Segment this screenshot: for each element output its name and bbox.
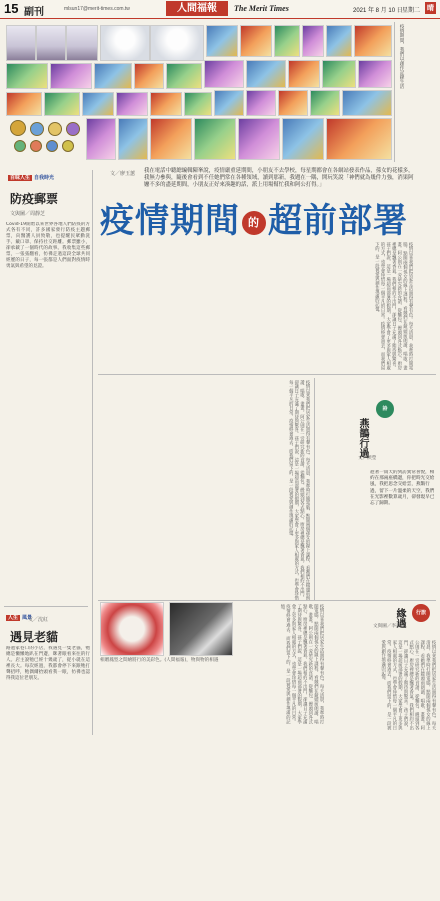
article-body-stamps: Covid-19開始以來世界各地人們防疫的方式各有不同，許多國家發行防疫主題郵票，向醫護人員致敬，也提醒民眾勤洗手、戴口罩、保持社交距離。郵票雖小，卻承載了一個時代的故事。我收集這些郵票，一張張翻看，彷彿走過這段全球共同經歷的日子，每一張都是人們面對疫情時勇氣與希望的見證。 xyxy=(6,222,90,269)
stamp-30 xyxy=(150,118,192,160)
page-header xyxy=(0,0,440,19)
photo-cake xyxy=(100,602,164,656)
stamp-5 xyxy=(326,25,352,57)
stamp-6 xyxy=(354,25,392,57)
travel-title: 緣遇 xyxy=(394,608,405,628)
page-number: 15 xyxy=(4,1,19,16)
stamp-4 xyxy=(302,25,324,57)
article-body-cat: 路過家巷口的小店，我遇見一隻老貓，牠總是懶懶地趴在門邊，眯著眼看來往的行人。店主說牠已經十幾歲了，從小就在這裡長大。每次經過，我都會停下來跟牠打聲招呼，牠偶爾抬頭看我一眼，彷彿也認得我這位老朋友。 xyxy=(6,646,90,681)
stamp-34 xyxy=(326,118,392,160)
coin-7 xyxy=(46,140,58,152)
photo-caption: 相贈鳳型之間繪將行的美彩色。(人間福報)，物與物的相遇 xyxy=(100,658,219,663)
stamp-25 xyxy=(278,90,308,116)
stamp-15 xyxy=(322,60,356,88)
stamp-31 xyxy=(194,118,236,160)
coin-5 xyxy=(14,140,26,152)
travel-badge: 行旅 xyxy=(412,604,430,622)
english-name: The Merit Times xyxy=(234,4,289,13)
coin-8 xyxy=(62,140,74,152)
stamp-22 xyxy=(184,92,212,116)
stamp-29 xyxy=(118,118,148,160)
poem-author: 文／淡瑩 xyxy=(358,456,377,461)
stamp-10 xyxy=(134,63,164,89)
coin-1 xyxy=(10,120,26,136)
collage-caption: 疫情期間，我們以創作記錄生活 xyxy=(399,24,404,89)
stamp-3 xyxy=(274,25,300,57)
contact-email: mlsun17@merit-times.com.tw xyxy=(64,6,130,12)
photo-hands xyxy=(169,602,233,656)
stamp-2 xyxy=(240,25,272,57)
main-article-author: 文／廖玉蕙 xyxy=(110,171,136,177)
newspaper-logo: 人間福報 xyxy=(166,1,228,16)
main-article-body: 疫情以來我們把居家生活過得有聲有色。每天清晨，我準時打開電腦，點開兩個孫女的線上課程，看她們在鏡頭前朗讀、唱歌、畫畫。阿公則在一旁研究新的食譜，從麵包、饅頭到各式點心，廚房裡總是飄著香氣。我們相約不出門，卻讓日子充滿了期待與驚喜。孩子們說，這是一場超前部署的假期，大家學會了更多與家人相處的方式，也學會珍惜每一個平凡的日常。疫情終會過去，而我們留下的，是一段被愛與創作填滿的記憶。 xyxy=(374,242,413,370)
stamp-21 xyxy=(150,92,182,116)
stamp-9 xyxy=(94,63,132,89)
divider xyxy=(314,378,315,600)
stamp-18 xyxy=(44,92,80,116)
main-article-body-cont: 疫情以來我們把居家生活過得有聲有色。每天清晨，我準時打開電腦，點開兩個孫女的線上課程，看她們在鏡頭前朗讀、唱歌、畫畫。阿公則在一旁研究新的食譜，從麵包、饅頭到各式點心，廚房裡總是飄著香氣。我們相約不出門，卻讓日子充滿了期待與驚喜。孩子們說，這是一場超前部署的假期，大家學會了更多與家人相處的方式，也學會珍惜每一個平凡的日常。疫情終會過去，而我們留下的，是一段被愛與創作填滿的記憶。 xyxy=(288,380,310,600)
stamp-27 xyxy=(342,90,392,116)
article-author-stamps: 文與圖／周靜芝 xyxy=(10,211,46,217)
main-article-intro: 我在電話中聽總編輯陳峯說，疫情嚴重延期間，小朋友不去學校，每星期都會在各網站發表作品，孫女的花樣多，我無力參與，隨後會看到不任她們常在各種領域，讀到那新，我題在一隅，開玩笑說「神們就為幾件力強，消果阿嬤不多的盡延期間，小朋友正好來湊趣的話，派上用場幫忙我和阿公打得。」 xyxy=(144,168,414,188)
left-column xyxy=(0,170,93,735)
stamp-14 xyxy=(288,60,320,88)
section-tag-2: 人生 風景 xyxy=(8,615,33,621)
coin-4 xyxy=(66,122,80,136)
photo-people-2 xyxy=(36,25,66,61)
travel-article-body-2: 疫情以來我們把居家生活過得有聲有色。每天清晨，我準時打開電腦，點開兩個孫女的線上課程，看她們在鏡頭前朗讀、唱歌、畫畫。阿公則在一旁研究新的食譜，從麵包、饅頭到各式點心，廚房裡總是飄著香氣。我們相約不出門，卻讓日子充滿了期待與驚喜。孩子們說，這是一場超前部署的假期，大家學會了更多與家人相處的方式，也學會珍惜每一個平凡的日常。疫情終會過去，而我們留下的，是一段被愛與創作填滿的記憶。 xyxy=(380,640,436,730)
section-title: 副刊 xyxy=(24,7,44,18)
stamp-33 xyxy=(282,118,324,160)
issue-weekday: 星期二 xyxy=(402,7,421,14)
article-title-stamps: 防疫郵票 xyxy=(10,192,59,206)
stamp-11 xyxy=(166,63,202,89)
divider xyxy=(98,600,436,601)
poem-badge: 詩 xyxy=(376,400,394,418)
stamp-19 xyxy=(82,92,114,116)
stamp-26 xyxy=(310,90,340,116)
weather-badge: 晴 xyxy=(427,4,434,12)
photo-people-3 xyxy=(66,25,98,61)
poem-title: 燕鵲行過 xyxy=(357,418,368,458)
coin-6 xyxy=(30,140,42,152)
photo-people-1 xyxy=(6,25,36,61)
stamp-8 xyxy=(50,63,92,89)
stamp-28 xyxy=(86,118,116,160)
travel-author: 文與圖／李燕瑾 xyxy=(373,624,406,629)
coin-2 xyxy=(30,122,44,136)
stamp-13 xyxy=(246,60,286,88)
stamp-1 xyxy=(206,25,238,57)
stamp-20 xyxy=(116,92,148,116)
article-author-cat: 文／沈紅 xyxy=(28,617,49,623)
stamp-24 xyxy=(246,90,276,116)
poem-body: 趁著一雨天的到訪異常喜悅，相約在那兩座橋邊，你把時光交給風，我把思念交給雲，燕鵲行過，留下一片溫柔的天空，我們在光影裡數算歲月，卻發現早已忘了歸期。 xyxy=(370,470,435,507)
divider xyxy=(394,22,395,162)
stamp-17 xyxy=(6,92,42,116)
photo-figurines xyxy=(100,25,150,61)
stamp-23 xyxy=(214,90,244,116)
issue-date: 2021 年 8 月 10 日 xyxy=(353,8,403,14)
photo-ceramics xyxy=(150,25,204,61)
stamp-32 xyxy=(238,118,280,160)
divider xyxy=(4,606,88,607)
article-title-cat: 遇見老貓 xyxy=(10,630,59,644)
main-headline: 疫情期間 的 超前部署 xyxy=(100,201,408,241)
coin-3 xyxy=(48,122,62,136)
stamp-16 xyxy=(358,60,392,88)
stamp-7 xyxy=(6,63,48,89)
stamp-12 xyxy=(204,60,244,88)
travel-article-body: 疫情以來我們把居家生活過得有聲有色。每天清晨，我準時打開電腦，點開兩個孫女的線上課程，看她們在鏡頭前朗讀、唱歌、畫畫。阿公則在一旁研究新的食譜，從麵包、饅頭到各式點心，廚房裡總是飄著香氣。我們相約不出門，卻讓日子充滿了期待與驚喜。孩子們說，這是一場超前部署的假期，大家學會了更多與家人相處的方式，也學會珍惜每一個平凡的日常。疫情終會過去，而我們留下的，是一段被愛與創作填滿的記憶。 xyxy=(279,604,324,724)
section-tag-1: 百味人生 自我時光 xyxy=(10,175,55,181)
divider xyxy=(98,374,436,375)
